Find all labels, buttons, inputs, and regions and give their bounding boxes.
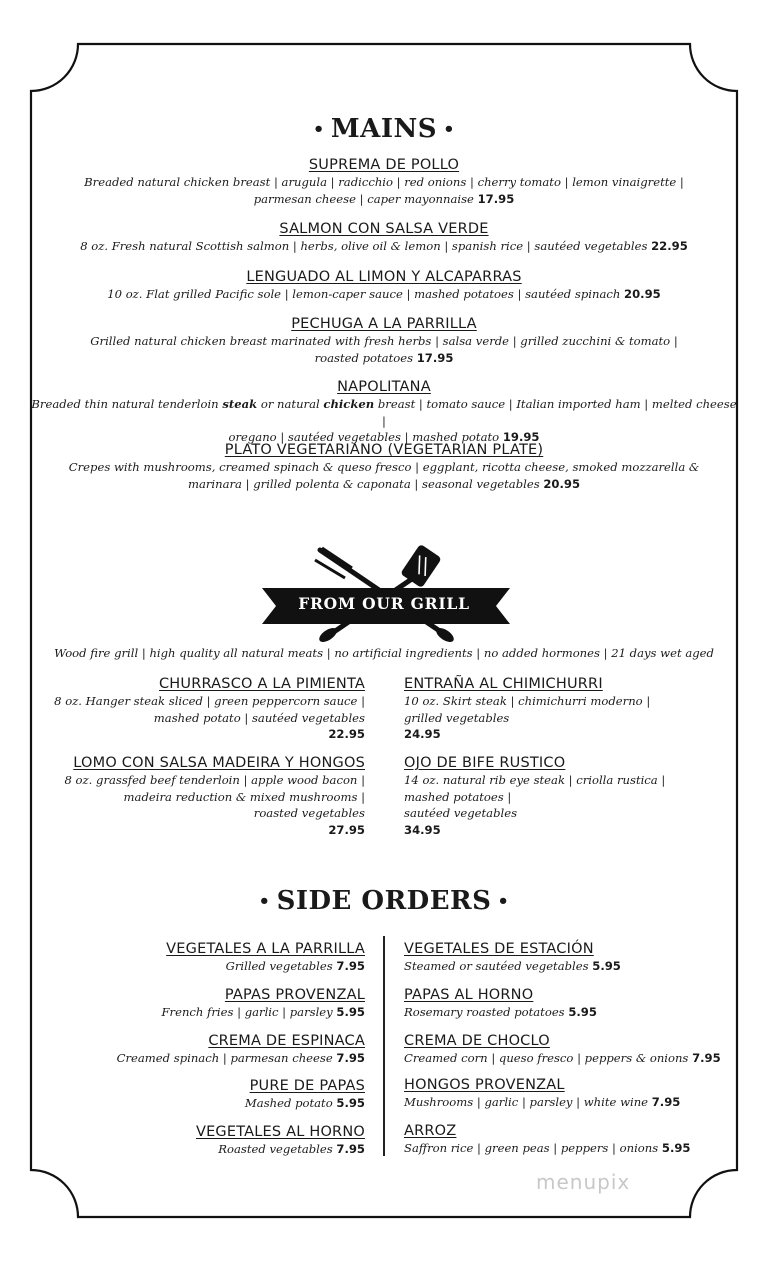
main-item: [30, 154, 738, 207]
side-item: VEGETALES DE ESTACIÓN Steamed or sautéed vegetables 5.95: [404, 941, 621, 973]
side-item: CREMA DE CHOCLO Creamed corn | queso fresco | peppers & onions 7.95: [404, 1033, 721, 1065]
dish-description: oregano | sautéed vegetables | mashed potato 19.95: [228, 430, 540, 444]
dish-name: PURE DE PAPAS: [249, 1078, 365, 1094]
dish-name: SUPREMA DE POLLO: [308, 157, 460, 173]
mains-title: MAINS: [330, 114, 438, 144]
column-divider: [383, 936, 385, 1156]
dish-name: VEGETALES DE ESTACIÓN: [404, 941, 594, 957]
dish-description: roasted potatoes 17.95: [314, 350, 454, 365]
dish-name: NAPOLITANA: [337, 379, 431, 395]
dish-price: 17.95: [416, 350, 454, 365]
sides-title: SIDE ORDERS: [276, 886, 492, 916]
dish-price: 7.95: [651, 1095, 681, 1109]
main-item: [30, 266, 738, 303]
dish-price: 5.95: [336, 1096, 365, 1110]
main-item: [30, 439, 738, 492]
dish-description: Crepes with mushrooms, creamed spinach & queso fresco | eggplant, ricotta cheese, smoked mozzarella &: [68, 460, 700, 474]
dish-price: 17.95: [477, 191, 515, 206]
dish-description: 10 oz. Flat grilled Pacific sole | lemon-caper sauce | mashed potatoes | sautéed spinach 20.95: [107, 287, 661, 301]
dish-price: 22.95: [651, 239, 688, 253]
dish-name: SALMON CON SALSA VERDE: [279, 221, 489, 237]
dish-price: 34.95: [404, 822, 441, 837]
sides-heading: [30, 885, 738, 918]
dish-name: VEGETALES AL HORNO: [195, 1124, 365, 1140]
grill-item: LOMO CON SALSA MADEIRA Y HONGOS 8 oz. grassfed beef tenderloin | apple wood bacon | madeira reduction & mixed mushrooms | roasted vegetables 27.95: [64, 755, 365, 837]
side-item: PURE DE PAPAS Mashed potato 5.95: [244, 1078, 365, 1110]
dish-price: 5.95: [336, 1005, 365, 1019]
side-item: ARROZ Saffron rice | green peas | peppers | onions 5.95: [404, 1123, 691, 1155]
main-item: [30, 313, 738, 366]
dish-price: 27.95: [328, 822, 365, 837]
grill-item: ENTRAÑA AL CHIMICHURRI 10 oz. Skirt steak | chimichurri moderno | grilled vegetables 24.95: [404, 676, 651, 741]
dish-name: ARROZ: [404, 1123, 457, 1139]
side-item: VEGETALES AL HORNO Roasted vegetables 7.95: [195, 1124, 365, 1156]
watermark: menupix: [536, 1170, 631, 1194]
dish-description: parmesan cheese | caper mayonnaise 17.95: [253, 191, 515, 206]
dish-description: Breaded natural chicken breast | arugula | radicchio | red onions | cherry tomato | lemon vinaigrette |: [84, 175, 684, 189]
dish-description: 8 oz. Fresh natural Scottish salmon | herbs, olive oil & lemon | spanish rice | sautéed vegetables 22.95: [80, 239, 688, 253]
dish-description: Breaded thin natural tenderloin steak or natural chicken breast | tomato sauce | Italian imported ham | melted cheese |: [31, 397, 737, 428]
grill-item: OJO DE BIFE RUSTICO 14 oz. natural rib eye steak | criolla rustica | mashed potatoes | sautéed vegetables 34.95: [404, 755, 666, 837]
dish-name: CREMA DE ESPINACA: [208, 1033, 365, 1049]
heading-bullet: •: [443, 119, 456, 140]
dish-price: 7.95: [336, 1142, 365, 1156]
heading-bullet: •: [258, 891, 271, 912]
dish-name: LOMO CON SALSA MADEIRA Y HONGOS: [73, 755, 365, 771]
dish-price: 19.95: [502, 430, 540, 444]
dish-name: HONGOS PROVENZAL: [404, 1077, 565, 1093]
side-item: HONGOS PROVENZAL Mushrooms | garlic | parsley | white wine 7.95: [404, 1077, 681, 1109]
dish-name: PLATO VEGETARIANO (VEGETARIAN PLATE): [224, 442, 544, 458]
main-item: [30, 218, 738, 255]
dish-name: PAPAS PROVENZAL: [224, 987, 365, 1003]
heading-bullet: •: [497, 891, 510, 912]
grill-tagline: Wood fire grill | high quality all natural meats | no artificial ingredients | no added hormones | 21 days wet aged: [54, 646, 714, 660]
dish-price: 5.95: [568, 1005, 597, 1019]
dish-price: 20.95: [543, 476, 581, 491]
dish-price: 5.95: [592, 959, 621, 973]
dish-name: PECHUGA A LA PARRILLA: [291, 316, 477, 332]
dish-name: LENGUADO AL LIMON Y ALCAPARRAS: [246, 269, 522, 285]
dish-price: 20.95: [624, 287, 661, 301]
dish-price: 5.95: [661, 1141, 691, 1155]
side-item: VEGETALES A LA PARRILLA Grilled vegetables 7.95: [166, 941, 365, 973]
main-item: [30, 376, 738, 446]
grill-banner-label: FROM OUR GRILL: [298, 594, 470, 613]
dish-name: CREMA DE CHOCLO: [404, 1033, 550, 1049]
dish-name: PAPAS AL HORNO: [404, 987, 534, 1003]
dish-description: marinara | grilled polenta & caponata | seasonal vegetables 20.95: [187, 476, 581, 491]
dish-price: 7.95: [692, 1051, 721, 1065]
dish-price: 7.95: [336, 959, 365, 973]
side-item: PAPAS AL HORNO Rosemary roasted potatoes 5.95: [404, 987, 597, 1019]
mains-heading: [30, 113, 738, 146]
dish-name: CHURRASCO A LA PIMIENTA: [158, 676, 365, 692]
dish-description: Grilled natural chicken breast marinated with fresh herbs | salsa verde | grilled zucchini & tomato |: [90, 334, 678, 348]
dish-price: 22.95: [328, 727, 365, 741]
dish-name: ENTRAÑA AL CHIMICHURRI: [404, 676, 603, 692]
dish-price: 7.95: [336, 1051, 365, 1065]
dish-name: VEGETALES A LA PARRILLA: [166, 941, 365, 957]
dish-price: 24.95: [404, 727, 441, 741]
side-item: CREMA DE ESPINACA Creamed spinach | parmesan cheese 7.95: [116, 1033, 365, 1065]
grill-item: CHURRASCO A LA PIMIENTA 8 oz. Hanger steak sliced | green peppercorn sauce | mashed potato | sautéed vegetables 22.95: [54, 676, 365, 741]
dish-name: OJO DE BIFE RUSTICO: [404, 755, 566, 771]
side-item: PAPAS PROVENZAL French fries | garlic | parsley 5.95: [161, 987, 365, 1019]
heading-bullet: •: [312, 119, 325, 140]
